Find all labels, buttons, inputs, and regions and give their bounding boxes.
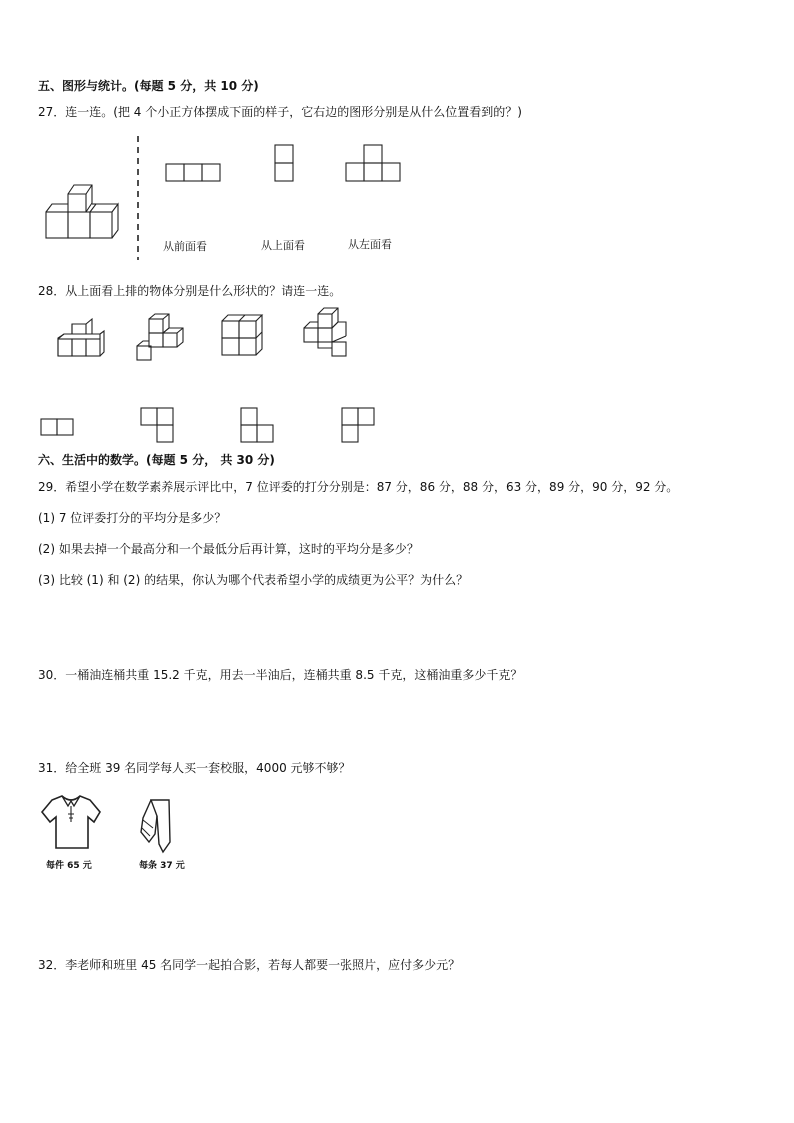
q28-view-2 [140,407,176,445]
q27-text: 27．连一连。(把 4 个小正方体摆成下面的样子，它右边的图形分别是从什么位置看到的？) [38,105,522,119]
q29-sub2: (2) 如果去掉一个最高分和一个最低分后再计算，这时的平均分是多少？ [38,542,419,556]
pants-icon [137,798,173,856]
q27-dashed-divider [136,136,140,260]
q28-object-4 [300,306,354,360]
q27-label-top: 从上面看 [261,239,305,252]
q31-text: 31．给全班 39 名同学每人买一套校服，4000 元够不够？ [38,761,351,775]
q32-text: 32．李老师和班里 45 名同学一起拍合影，若每人都要一张照片，应付多少元？ [38,958,461,972]
pants-price: 每条 37 元 [139,861,185,871]
section5-heading: 五、图形与统计。(每题 5 分，共 10 分) [38,79,259,93]
shirt-icon [40,792,102,854]
q27-view-t-shape [345,144,403,184]
q28-object-3 [220,313,268,359]
q27-cube-arrangement [40,180,130,242]
q28-view-1 [40,418,76,438]
q28-text: 28．从上面看上排的物体分别是什么形状的？请连一连。 [38,284,342,298]
q27-label-left: 从左面看 [348,238,392,251]
q27-view-column [274,144,296,184]
q27-label-front: 从前面看 [163,240,207,253]
q28-view-4 [341,407,377,445]
shirt-price: 每件 65 元 [46,861,92,871]
q29-sub3: (3) 比较 (1) 和 (2) 的结果，你认为哪个代表希望小学的成绩更为公平？为什么？ [38,573,469,587]
section6-heading: 六、生活中的数学。(每题 5 分， 共 30 分) [38,453,275,467]
q28-view-3 [240,407,276,445]
q28-object-2 [135,313,187,363]
q28-object-1 [56,322,106,360]
q27-view-front-row [165,163,221,183]
q29-text: 29．希望小学在数学素养展示评比中，7 位评委的打分分别是：87 分，86 分，88 分，63 分，89 分，90 分，92 分。 [38,480,679,494]
q29-sub1: (1) 7 位评委打分的平均分是多少？ [38,511,227,525]
q30-text: 30．一桶油连桶共重 15.2 千克，用去一半油后，连桶共重 8.5 千克，这桶油重多少千克？ [38,668,523,682]
